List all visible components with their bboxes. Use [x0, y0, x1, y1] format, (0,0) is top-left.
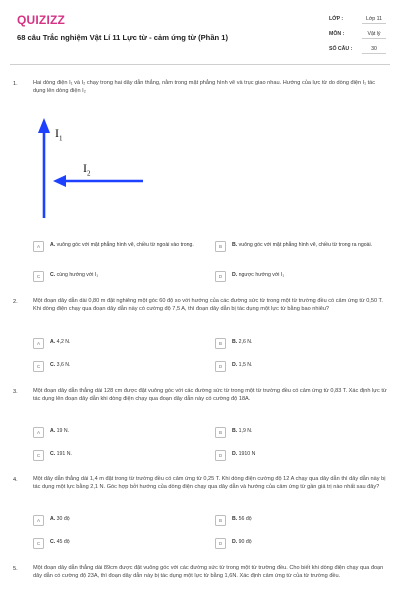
option-d[interactable]	[215, 361, 395, 375]
header-divider	[10, 64, 390, 65]
option-badge: B	[215, 427, 226, 438]
option-text: C. cùng hướng với I₁	[50, 272, 99, 278]
question-text: Một đoạn dây dẫn dài 0,80 m đặt nghiêng một góc 60 độ so với hướng của các đường sức từ trong một từ trường đều có cảm ứng từ 0,50 T. Khi dòng điện chạy qua đoạn dây dẫn này có cường độ 7,5 A, thì đoạn dây dẫn bị tác dụng một lực từ bằng bao nhiêu?	[33, 298, 383, 312]
current-i2-arrowhead	[53, 175, 66, 187]
option-c[interactable]	[33, 271, 213, 285]
option-badge: D	[215, 538, 226, 549]
option-c[interactable]	[33, 538, 213, 552]
question-count-value: 30	[362, 46, 386, 54]
subject-label: MÔN :	[329, 31, 345, 37]
i2-label: $I_2$	[83, 161, 91, 178]
worksheet-header	[0, 0, 400, 62]
option-badge: C	[33, 538, 44, 549]
option-text: D. 90 độ	[232, 539, 252, 545]
subject-value: Vật lý	[362, 31, 386, 39]
option-a[interactable]	[33, 241, 213, 255]
option-badge: A	[33, 241, 44, 252]
option-a[interactable]	[33, 427, 213, 441]
option-text: D. ngược hướng với I₁	[232, 272, 285, 278]
option-text: A. 19 N.	[50, 428, 70, 434]
option-badge: A	[33, 338, 44, 349]
question-number: 4.	[13, 477, 18, 483]
question-number: 5.	[13, 566, 18, 572]
worksheet-title: 68 câu Trắc nghiệm Vật Lí 11 Lực từ - cảm ứng từ (Phần 1)	[17, 33, 229, 42]
quizizz-logo: QUIZIZZ	[17, 13, 66, 27]
option-d[interactable]	[215, 450, 395, 464]
question-text: Một dây dẫn thẳng dài 1,4 m đặt trong từ trường đều có cảm ứng từ 0,25 T. Khi dòng điện cường độ 12 A chạy qua dây dẫn thì dây dẫn này bị tác dụng một lực bằng 2,1 N. Góc hợp bởi hướng của dòng điện chạy qua dây dẫn và hướng của cảm ứng từ gần giá trị nào nhất sau đây?	[33, 476, 386, 490]
option-badge: D	[215, 450, 226, 461]
question-number: 2.	[13, 299, 18, 305]
option-badge: B	[215, 338, 226, 349]
option-badge: B	[215, 515, 226, 526]
option-a[interactable]	[33, 338, 213, 352]
option-text: B. 2,6 N.	[232, 339, 253, 345]
option-text: D. 1910 N	[232, 451, 256, 457]
option-d[interactable]	[215, 271, 395, 285]
option-c[interactable]	[33, 361, 213, 375]
option-text: A. 4,2 N.	[50, 339, 71, 345]
option-b[interactable]	[215, 427, 395, 441]
option-badge: C	[33, 450, 44, 461]
question-number: 3.	[13, 389, 18, 395]
option-text: C. 191 N.	[50, 451, 72, 457]
option-b[interactable]	[215, 515, 395, 529]
option-text: C. 3,6 N.	[50, 362, 71, 368]
option-badge: C	[33, 271, 44, 282]
option-text: D. 1,5 N.	[232, 362, 253, 368]
option-b[interactable]	[215, 338, 395, 352]
question-number: 1.	[13, 81, 18, 87]
option-badge: A	[33, 427, 44, 438]
option-badge: C	[33, 361, 44, 372]
class-label: LỚP :	[329, 16, 344, 22]
class-value: Lớp 11	[362, 16, 386, 24]
question-text: Hai dòng điện I₁ và I₂ chạy trong hai dây dẫn thẳng, nằm trong mặt phẳng hình vẽ và trục giao nhau. Hướng của lực từ do dòng điện I₁ tác dụng lên dòng điện I₂	[33, 80, 376, 94]
current-diagram	[33, 118, 143, 218]
option-a[interactable]	[33, 515, 213, 529]
option-badge: D	[215, 271, 226, 282]
current-i1-arrowhead	[38, 118, 50, 133]
option-text: A. vuông góc với mặt phẳng hình vẽ, chiều từ ngoài vào trong.	[50, 242, 194, 248]
option-text: B. vuông góc với mặt phẳng hình vẽ, chiều từ trong ra ngoài.	[232, 242, 373, 248]
question-count-label: SỐ CÂU :	[329, 46, 353, 52]
question-text: Một đoạn dây dẫn thẳng dài 128 cm được đặt vuông góc với các đường sức từ trong một từ trường đều có cảm ứng từ 0,83 T. Xác định lực từ tác dụng lên đoạn dây dẫn khi dòng điện chạy qua đoạn dây dẫn này có cường độ 18A.	[33, 388, 387, 402]
option-text: B. 56 độ	[232, 516, 252, 522]
option-d[interactable]	[215, 538, 395, 552]
option-text: C. 45 độ	[50, 539, 70, 545]
option-text: B. 1,9 N.	[232, 428, 253, 434]
i1-label: $I_1$	[55, 126, 63, 143]
option-badge: D	[215, 361, 226, 372]
option-badge: A	[33, 515, 44, 526]
option-badge: B	[215, 241, 226, 252]
option-b[interactable]	[215, 241, 395, 255]
option-c[interactable]	[33, 450, 213, 464]
question-text: Một đoạn dây dẫn thẳng dài 89cm được đặt vuông góc với các đường sức từ trong một từ trường đều. Cho biết khi dòng điện chạy qua đoạn dây dẫn có cường độ 23A, thì đoạn dây dẫn này bị tác dụng một lực từ bằng 1,6N. Xác định cảm ứng từ của từ trường đều.	[33, 565, 384, 579]
option-text: A. 30 độ	[50, 516, 70, 522]
